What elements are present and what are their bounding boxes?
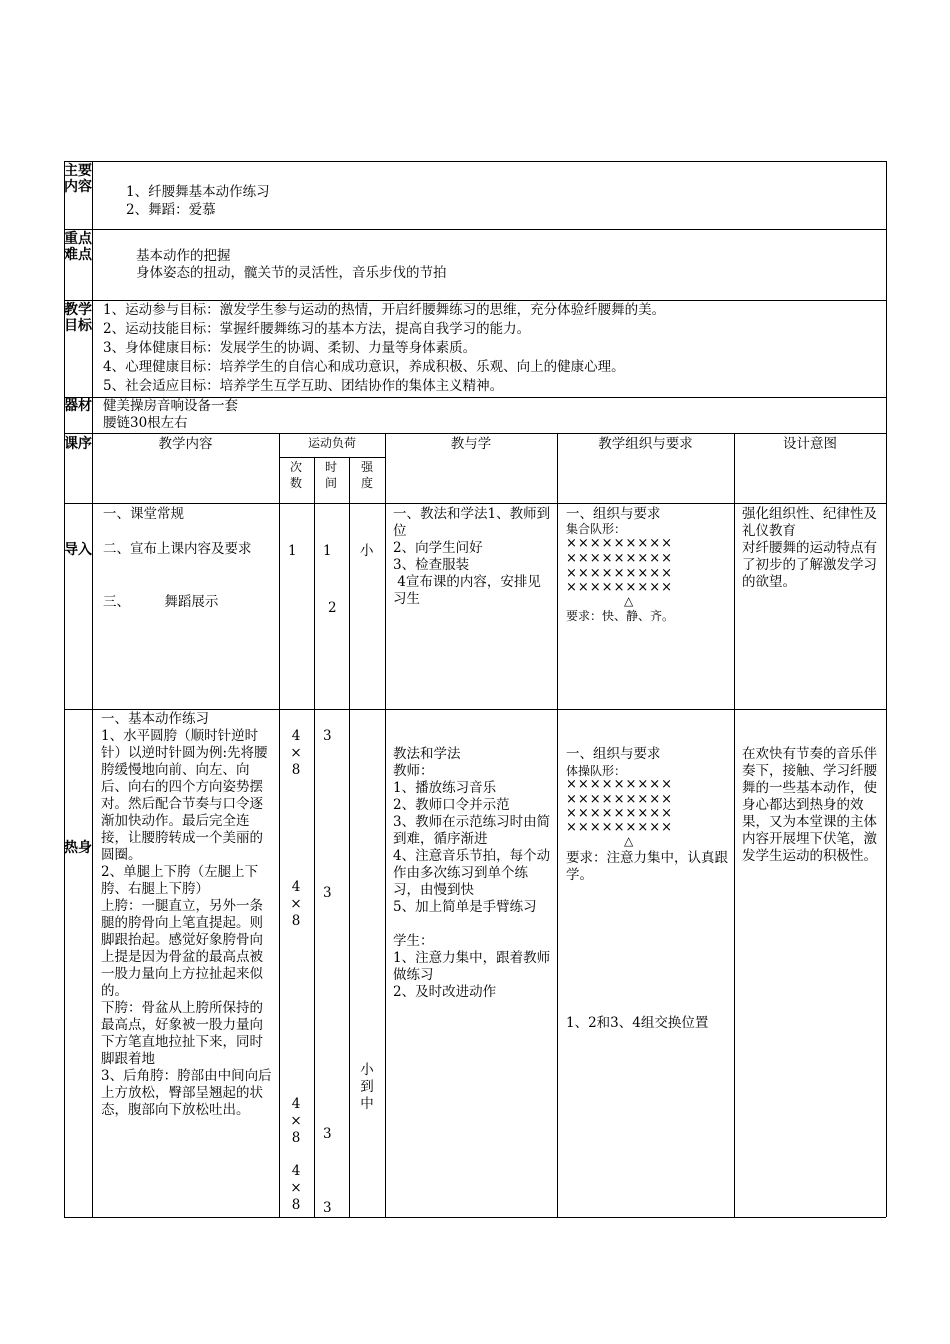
- rule: [279, 457, 385, 458]
- warmup-formation-row: ×××××××××: [566, 820, 674, 835]
- warmup-org-swap: 1、2和3、4组交换位置: [566, 1015, 709, 1031]
- rule: [64, 433, 886, 434]
- intro-org-formation: 集合队形：: [566, 522, 627, 536]
- main-content-label: 主要内容: [64, 163, 92, 195]
- rule: [64, 161, 886, 162]
- intro-content-item: 一、课堂常规: [103, 506, 184, 522]
- header-intent: 设计意图: [783, 436, 837, 452]
- intro-label: 导入: [64, 542, 92, 558]
- key-point-line: 基本动作的把握: [136, 248, 231, 264]
- warmup-reps: 4 × 8: [290, 1163, 302, 1213]
- objective-item: 2、运动技能目标：掌握纤腰舞练习的基本方法，提高自我学习的能力。: [103, 321, 531, 337]
- intro-times: 1: [288, 543, 297, 559]
- intro-formation-row: ×××××××××: [566, 551, 674, 566]
- teacher-marker-icon: △: [624, 834, 634, 848]
- objective-item: 1、运动参与目标：激发学生参与运动的热情，开启纤腰舞练习的思维，充分体验纤腰舞的美。: [103, 302, 666, 318]
- warmup-org-title: 一、组织与要求: [566, 746, 661, 762]
- rule: [734, 433, 735, 1217]
- header-organization: 教学组织与要求: [598, 436, 693, 452]
- main-content-item: 1、纤腰舞基本动作练习: [126, 184, 270, 200]
- warmup-intent: 在欢快有节奏的音乐伴奏下，接触、学习纤腰舞的一些基本动作，使身心都达到热身的效果，又为本堂课的主体内容开展埋下伏笔，激发学生运动的积极性。: [742, 746, 877, 864]
- intro-content-item: 三、 舞蹈展示: [103, 594, 219, 610]
- warmup-duration: 3: [323, 728, 332, 744]
- header-intensity: 强度: [360, 460, 373, 490]
- intro-formation-row: ×××××××××: [566, 566, 674, 581]
- intro-formation-row: ×××××××××: [566, 580, 674, 595]
- warmup-formation-row: ×××××××××: [566, 777, 674, 792]
- rule: [64, 229, 886, 230]
- warmup-content: 一、基本动作练习 1、水平圆胯（顺时针逆时针）以逆时针圆为例:先将腰胯缓慢地向前、向左、向后、向右的四个方向姿势摆对。然后配合节奏与口令逐渐加快动作。最后完全连接，让腰胯转成一个美丽的圆圈。 2、单腿上下胯（左腿上下胯、右腿上下胯） 上胯：一腿直立，另外一条腿的胯骨向上笔直提起。则脚跟抬起。感觉好象胯骨向上提是因为骨盆的最高点被一股力量向上方拉扯起来似的。 下胯：骨盆从上胯所保持的最高点，好象被一股力量向下方笔直地拉扯下来，同时脚跟着地 3、后角胯：胯部由中间向后上方放松，臀部呈翘起的状态，腹部向下放松吐出。: [101, 711, 272, 1118]
- intro-org-requirement: 要求：快、静、齐。: [566, 609, 675, 623]
- rule: [64, 300, 886, 301]
- objective-item: 4、心理健康目标：培养学生的自信心和成功意识，养成积极、乐观、向上的健康心理。: [103, 359, 625, 375]
- rule: [279, 433, 280, 1217]
- objective-item: 3、身体健康目标：发展学生的协调、柔韧、力量等身体素质。: [103, 340, 477, 356]
- rule: [314, 457, 315, 1217]
- intro-duration: 1: [323, 543, 332, 559]
- warmup-duration: 3: [323, 885, 332, 901]
- header-load: 运动负荷: [307, 436, 356, 450]
- equipment-label: 器材: [64, 398, 92, 414]
- intro-duration: 2: [328, 600, 337, 616]
- intro-org-title: 一、组织与要求: [566, 506, 661, 522]
- header-content: 教学内容: [158, 436, 213, 452]
- intro-content-item: 二、宣布上课内容及要求: [103, 541, 252, 557]
- equipment-line: 健美操房音响设备一套: [103, 398, 238, 414]
- rule: [385, 433, 386, 1217]
- section-header-label: 课序: [64, 436, 92, 452]
- header-teach-learn: 教与学: [450, 436, 492, 452]
- intro-intent: 强化组织性、纪律性及礼仪教育 对纤腰舞的运动特点有了初步的了解激发学习的欲望。: [742, 506, 877, 590]
- intro-formation-row: ×××××××××: [566, 536, 674, 551]
- rule: [64, 503, 886, 504]
- warmup-intensity: 小 到 中: [360, 1062, 374, 1112]
- key-points-label: 重点难点: [64, 231, 92, 263]
- rule: [64, 1217, 886, 1218]
- warmup-formation-row: ×××××××××: [566, 806, 674, 821]
- warmup-reps: 4 × 8: [290, 728, 302, 778]
- rule: [64, 709, 886, 710]
- warmup-org-formation: 体操队形：: [566, 764, 627, 778]
- main-content-item: 2、舞蹈：爱慕: [126, 202, 216, 218]
- warmup-duration: 3: [323, 1200, 332, 1216]
- objectives-label: 教学目标: [64, 302, 92, 334]
- key-point-line: 身体姿态的扭动，髋关节的灵活性，音乐步伐的节拍: [136, 265, 447, 281]
- warmup-reps: 4 × 8: [290, 1096, 302, 1146]
- warmup-teach: 教法和学法 教师： 1、播放练习音乐 2、教师口令并示范 3、教师在示范练习时由简到难，循序渐进 4、注意音乐节拍，每个动作由多次练习到单个练习，由慢到快 5、加上简单是手臂练习 学生： 1、注意力集中，跟着教师做练习 2、及时改进动作: [393, 746, 551, 1000]
- rule: [886, 161, 887, 1217]
- rule: [349, 457, 350, 1217]
- intro-intensity: 小: [360, 543, 374, 559]
- rule: [92, 161, 93, 1217]
- objective-item: 5、社会适应目标：培养学生互学互助、团结协作的集体主义精神。: [103, 378, 504, 394]
- warmup-reps: 4 × 8: [290, 879, 302, 929]
- header-times: 次数: [289, 460, 302, 490]
- intro-teach: 一、教法和学法1、教师到位 2、向学生问好 3、检查服装 4宣布课的内容，安排见习生: [393, 506, 551, 607]
- equipment-line: 腰链30根左右: [103, 415, 188, 431]
- warmup-org-requirement: 要求：注意力集中，认真跟学。: [566, 850, 728, 883]
- warmup-duration: 3: [323, 1126, 332, 1142]
- warmup-label: 热身: [64, 840, 92, 856]
- teacher-marker-icon: △: [624, 594, 634, 608]
- header-duration: 时间: [324, 460, 337, 490]
- warmup-formation-row: ×××××××××: [566, 792, 674, 807]
- rule: [557, 433, 558, 1217]
